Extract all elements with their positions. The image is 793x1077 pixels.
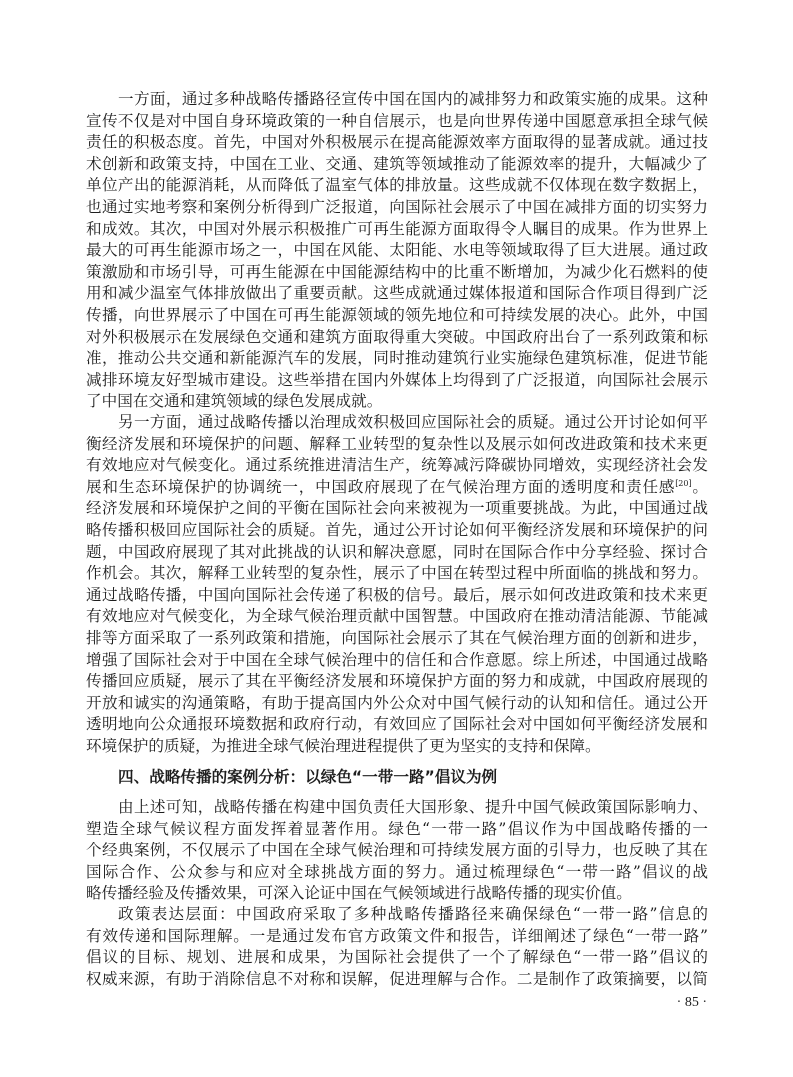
text-line: 通过战略传播，中国向国际社会传递了积极的信号。最后，展示如何改进政策和技术来更 [86, 585, 708, 604]
text-line: 透明地向公众通报环境数据和政府行动，有效回应了国际社会对中国如何平衡经济发展和 [86, 715, 708, 734]
text-line: 略传播经验及传播效果，可深入论证中国在气候领域进行战略传播的现实价值。 [86, 884, 632, 903]
text-line: 最大的可再生能源市场之一，中国在风能、太阳能、水电等领域取得了巨大进展。通过政 [86, 241, 708, 260]
text-line: 准，推动公共交通和新能源汽车的发展，同时推动建筑行业实施绿色建筑标准，促进节能 [86, 349, 708, 368]
text-line: 策激励和市场引导，可再生能源在中国能源结构中的比重不断增加，为减少化石燃料的使 [86, 262, 708, 281]
text-line: 个经典案例，不仅展示了中国在全球气候治理和可持续发展方面的引导力，也反映了其在 [86, 841, 708, 860]
line-text: 。 [691, 477, 708, 496]
text-line: 排等方面采取了一系列政策和措施，向国际社会展示了其在气候治理方面的创新和进步， [86, 628, 708, 647]
text-line: 衡经济发展和环境保护的问题、解释工业转型的复杂性以及展示如何改进政策和技术来更 [86, 434, 708, 453]
text-line: 增强了国际社会对于中国在全球气候治理中的信任和合作意愿。综上所述，中国通过战略 [86, 650, 708, 669]
text-line: 了中国在交通和建筑领域的绿色发展成就。 [86, 392, 383, 411]
text-line: 塑造全球气候议程方面发挥着显著作用。绿色“一带一路”倡议作为中国战略传播的一 [86, 819, 708, 838]
text-line: 有效地应对气候变化。通过系统推进清洁生产，统筹减污降碳协同增效，实现经济社会发 [86, 456, 708, 475]
text-line: 也通过实地考察和案例分析得到广泛报道，向国际社会展示了中国在减排方面的切实努力 [86, 197, 708, 216]
text-line: 和成效。其次，中国对外展示积极推广可再生能源方面取得令人瞩目的成果。作为世界上 [86, 219, 708, 238]
text-line: 另一方面，通过战略传播以治理成效积极回应国际社会的质疑。通过公开讨论如何平 [118, 413, 708, 431]
text-line: 传播，向世界展示了中国在可再生能源领域的领先地位和可持续发展的决心。此外，中国 [86, 305, 708, 324]
text-line: 环境保护的质疑，为推进全球气候治理进程提供了更为坚实的支持和保障。 [86, 736, 601, 755]
text-line: 传播回应质疑，展示了其在平衡经济发展和环境保护方面的努力和成就，中国政府展现的 [86, 672, 708, 691]
page-number: · 85 · [676, 995, 707, 1010]
paragraph-case-intro [86, 797, 708, 905]
paragraph-responding-to-doubts [86, 412, 708, 758]
text-line: 一方面，通过多种战略传播路径宣传中国在国内的减排努力和政策实施的成果。这种 [118, 90, 708, 108]
paragraph-domestic-achievements [86, 89, 708, 413]
text-line: 权威来源，有助于消除信息不对称和误解，促进理解与合作。二是制作了政策摘要，以简 [86, 969, 708, 988]
text-line: 术创新和政策支持，中国在工业、交通、建筑等领域推动了能源效率的提升，大幅减少了 [86, 154, 708, 173]
text-line: 有效传递和国际理解。一是通过发布官方政策文件和报告，详细阐述了绿色“一带一路” [86, 926, 708, 945]
text-line: 略传播积极回应国际社会的质疑。首先，通过公开讨论如何平衡经济发展和环境保护的问 [86, 520, 708, 539]
text-line: 倡议的目标、规划、进展和成果，为国际社会提供了一个了解绿色“一带一路”倡议的 [86, 948, 708, 967]
text-line: 宣传不仅是对中国自身环境政策的一种自信展示，也是向世界传递中国愿意承担全球气候 [86, 111, 708, 130]
text-line: 责任的积极态度。首先，中国对外积极展示在提高能源效率方面取得的显著成就。通过技 [86, 133, 708, 152]
text-line: 减排环境友好型城市建设。这些举措在国内外媒体上均得到了广泛报道，向国际社会展示 [86, 370, 708, 389]
text-line: 开放和诚实的沟通策略，有助于提高国内外公众对中国气候行动的认知和信任。通过公开 [86, 693, 708, 712]
text-line: 作机会。其次，解释工业转型的复杂性，展示了中国在转型过程中所面临的挑战和努力。 [86, 564, 708, 583]
text-line [86, 477, 708, 499]
text-line: 单位产出的能源消耗，从而降低了温室气体的排放量。这些成就不仅体现在数字数据上， [86, 176, 708, 195]
text-line: 有效地应对气候变化，为全球气候治理贡献中国智慧。中国政府在推动清洁能源、节能减 [86, 607, 708, 626]
text-line: 题，中国政府展现了其对此挑战的认识和解决意愿，同时在国际合作中分享经验、探讨合 [86, 542, 708, 561]
paragraph-policy-expression [86, 904, 708, 990]
text-line: 政策表达层面：中国政府采取了多种战略传播路径来确保绿色“一带一路”信息的 [118, 905, 708, 923]
citation-reference[interactable]: [20] [675, 478, 692, 488]
text-line: 对外积极展示在发展绿色交通和建筑方面取得重大突破。中国政府出台了一系列政策和标 [86, 327, 708, 346]
text-line: 由上述可知，战略传播在构建中国负责任大国形象、提升中国气候政策国际影响力、 [118, 798, 708, 816]
line-text: 展和生态环境保护的协调统一，中国政府展现了在气候治理方面的透明度和责任感 [86, 477, 676, 496]
text-line: 经济发展和环境保护之间的平衡在国际社会向来被视为一项重要挑战。为此，中国通过战 [86, 499, 708, 518]
text-line: 国际合作、公众参与和应对全球挑战方面的努力。通过梳理绿色“一带一路”倡议的战 [86, 862, 708, 881]
section-heading: 四、战略传播的案例分析：以绿色“一带一路”倡议为例 [118, 768, 498, 786]
text-line: 用和减少温室气体排放做出了重要贡献。这些成就通过媒体报道和国际合作项目得到广泛 [86, 284, 708, 303]
